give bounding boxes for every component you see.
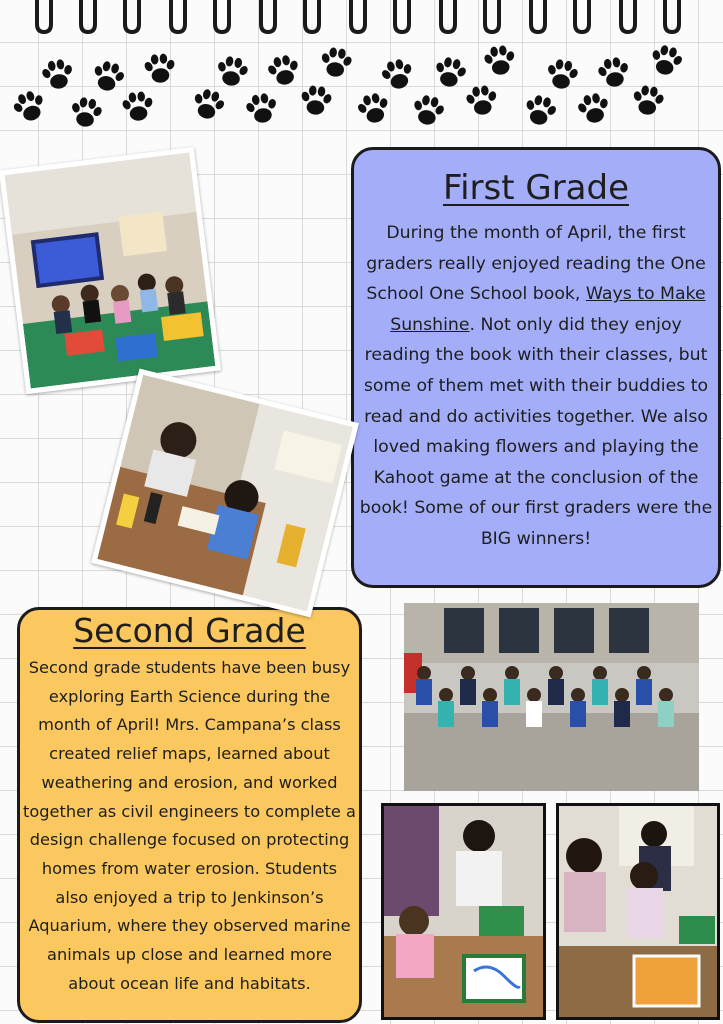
group-photo-person-body [548, 679, 564, 705]
group-photo-person-body [614, 701, 630, 727]
group-photo-person-head [659, 688, 673, 702]
spiral-ring [575, 0, 589, 32]
spiral-binding [0, 0, 723, 40]
spiral-ring [215, 0, 229, 32]
group-photo-person-body [592, 679, 608, 705]
group-photo-person-head [439, 688, 453, 702]
group-photo-person-body [636, 679, 652, 705]
first-grade-text-intro: During the month of April, the first graders really enjoyed reading the One School One School book, [366, 223, 706, 305]
second-grade-panel [17, 607, 362, 1023]
first-grade-text [358, 218, 714, 555]
book-title: Ways to Make Sunshine [390, 284, 706, 335]
group-photo-person-head [549, 666, 563, 680]
spiral-ring [395, 0, 409, 32]
group-photo-person-head [593, 666, 607, 680]
paw-print-icon [214, 54, 251, 88]
classroom-celebration-photo [0, 147, 221, 394]
group-photo-person-head [615, 688, 629, 702]
spiral-ring [351, 0, 365, 32]
group-photo-person-head [505, 666, 519, 680]
paw-print-icon [189, 86, 229, 123]
group-photo-person-head [483, 688, 497, 702]
group-photo-person-head [527, 688, 541, 702]
spiral-ring [171, 0, 185, 32]
group-photo-person-body [460, 679, 476, 705]
spiral-ring [125, 0, 139, 32]
paw-print-icon [647, 42, 686, 78]
paw-print-icon [354, 90, 393, 126]
group-photo-person-head [571, 688, 585, 702]
paw-print-icon [431, 55, 469, 90]
group-photo-person-body [482, 701, 498, 727]
spiral-ring [621, 0, 635, 32]
paw-print-icon [575, 91, 613, 126]
group-photo-person-body [438, 701, 454, 727]
group-photo-person-head [637, 666, 651, 680]
paw-print-icon [68, 95, 105, 129]
paw-print-icon [265, 53, 303, 88]
first-grade-text-rest: . Not only did they enjoy reading the book with their classes, but some of them met with their buddies to read and do activities together. We also loved making flowers and playing the Kahoot game at the conclusion of the book! Some of our first graders were the BIG winners! [359, 314, 713, 549]
paw-print-icon [39, 57, 76, 91]
paw-print-icon [595, 55, 632, 89]
second-grade-title: Second Grade [73, 611, 306, 650]
paw-print-icon [521, 92, 560, 128]
group-photo-person-body [658, 701, 674, 727]
paw-print-icon [243, 91, 280, 125]
first-grade-panel [351, 147, 721, 588]
first-grade-title: First Grade [442, 168, 630, 208]
spiral-ring [441, 0, 455, 32]
relief-map-activity-photo [381, 803, 546, 1020]
spiral-ring [37, 0, 51, 32]
paw-print-icon [409, 93, 447, 128]
spiral-ring [305, 0, 319, 32]
paw-print-icon [142, 53, 177, 84]
paw-print-icon [120, 90, 156, 122]
students-reading-photo [91, 369, 359, 618]
paw-print-banner [0, 40, 723, 140]
group-photo-person-body [526, 701, 542, 727]
paw-print-icon [544, 57, 581, 91]
aquarium-field-trip-group-photo [404, 603, 699, 791]
spiral-ring [485, 0, 499, 32]
group-photo-person-body [570, 701, 586, 727]
paw-print-icon [481, 44, 518, 77]
paw-print-icon [378, 56, 417, 92]
group-photo-person-body [416, 679, 432, 705]
paw-print-icon [298, 84, 334, 116]
group-photo-person-head [461, 666, 475, 680]
spiral-ring [81, 0, 95, 32]
paw-print-icon [89, 58, 128, 94]
paw-print-icon [463, 84, 500, 117]
erosion-design-challenge-photo [556, 803, 720, 1020]
group-photo-person-body [504, 679, 520, 705]
paw-print-icon [9, 87, 50, 125]
paw-print-icon [630, 84, 667, 117]
spiral-ring [261, 0, 275, 32]
group-photo-person-head [417, 666, 431, 680]
paw-print-icon [318, 46, 355, 79]
spiral-ring [531, 0, 545, 32]
spiral-ring [665, 0, 679, 32]
second-grade-text: Second grade students have been busy exploring Earth Science during the month of April! Mrs. Campana’s class created relief maps, learned about weathering and erosion, and worked together as civil engineers to complete a design challenge focused on protecting homes from water erosion. Students also enjoyed a trip to Jenkinson’s Aquarium, where they observed marine animals up close and learned more about ocean life and habitats. [23, 658, 356, 993]
